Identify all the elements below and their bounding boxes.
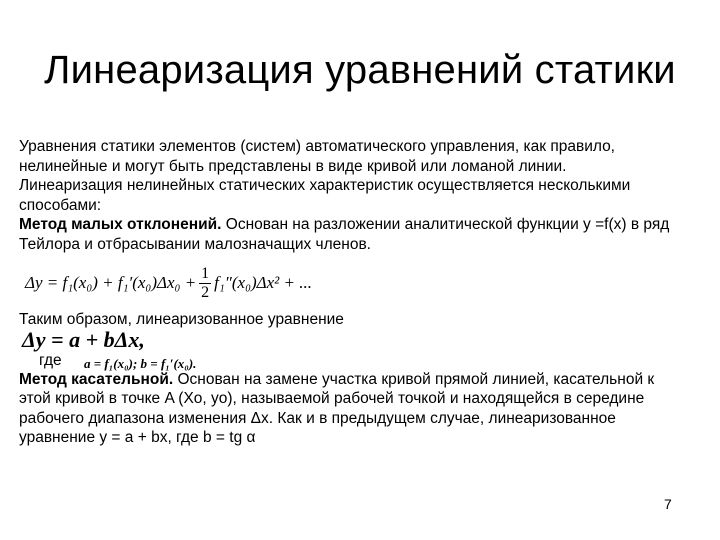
where-label: где: [39, 351, 62, 369]
method1-text: Основан на разложении аналитической функции y =f(x) в ряд Тейлора и отбрасывании малозначащих членов.: [19, 216, 670, 253]
taylor-formula: [25, 260, 689, 306]
taylor-fraction: [199, 265, 211, 302]
methods-intro-paragraph: Линеаризация нелинейных статических характеристик осуществляется несколькими способами:: [19, 177, 631, 214]
method2-text: Основан на замене участка кривой прямой линией, касательной к этой кривой в точке A (Xo, yo), называемой рабочей точкой и находящейся в середине рабочего диапазона изменения Δx. Как и в предыдущем случае, линеаризованное уравнение y = a + bx, где b = tg α: [19, 370, 655, 446]
slide-body: [19, 137, 689, 448]
page-number: 7: [664, 496, 672, 512]
method2-paragraph: [19, 370, 689, 448]
linearized-intro: Таким образом, линеаризованное уравнение: [19, 311, 344, 328]
method1-paragraph: [19, 215, 689, 254]
linear-formula-block: [19, 326, 689, 371]
taylor-fraction-denominator: 2: [201, 283, 210, 301]
taylor-formula-left: Δy = f₁(x₀) + f₁′(x₀)Δx₀ +: [25, 273, 197, 293]
linear-formula: Δy = a + bΔx,: [22, 326, 145, 352]
method2-title: Метод касательной.: [19, 370, 174, 388]
slide-title: Линеаризация уравнений статики: [44, 48, 676, 92]
taylor-formula-right: f₁″(x₀)Δx² + ...: [214, 273, 313, 293]
method1-title: Метод малых отклонений.: [19, 216, 222, 233]
intro-paragraph: Уравнения статики элементов (систем) автоматического управления, как правило, нелинейные и могут быть представлены в виде кривой или ломаной линии.: [19, 138, 615, 175]
taylor-fraction-numerator: 1: [201, 264, 210, 282]
coef-formula: a = f₁(x₀); b = f₁′(x₀).: [84, 355, 197, 371]
